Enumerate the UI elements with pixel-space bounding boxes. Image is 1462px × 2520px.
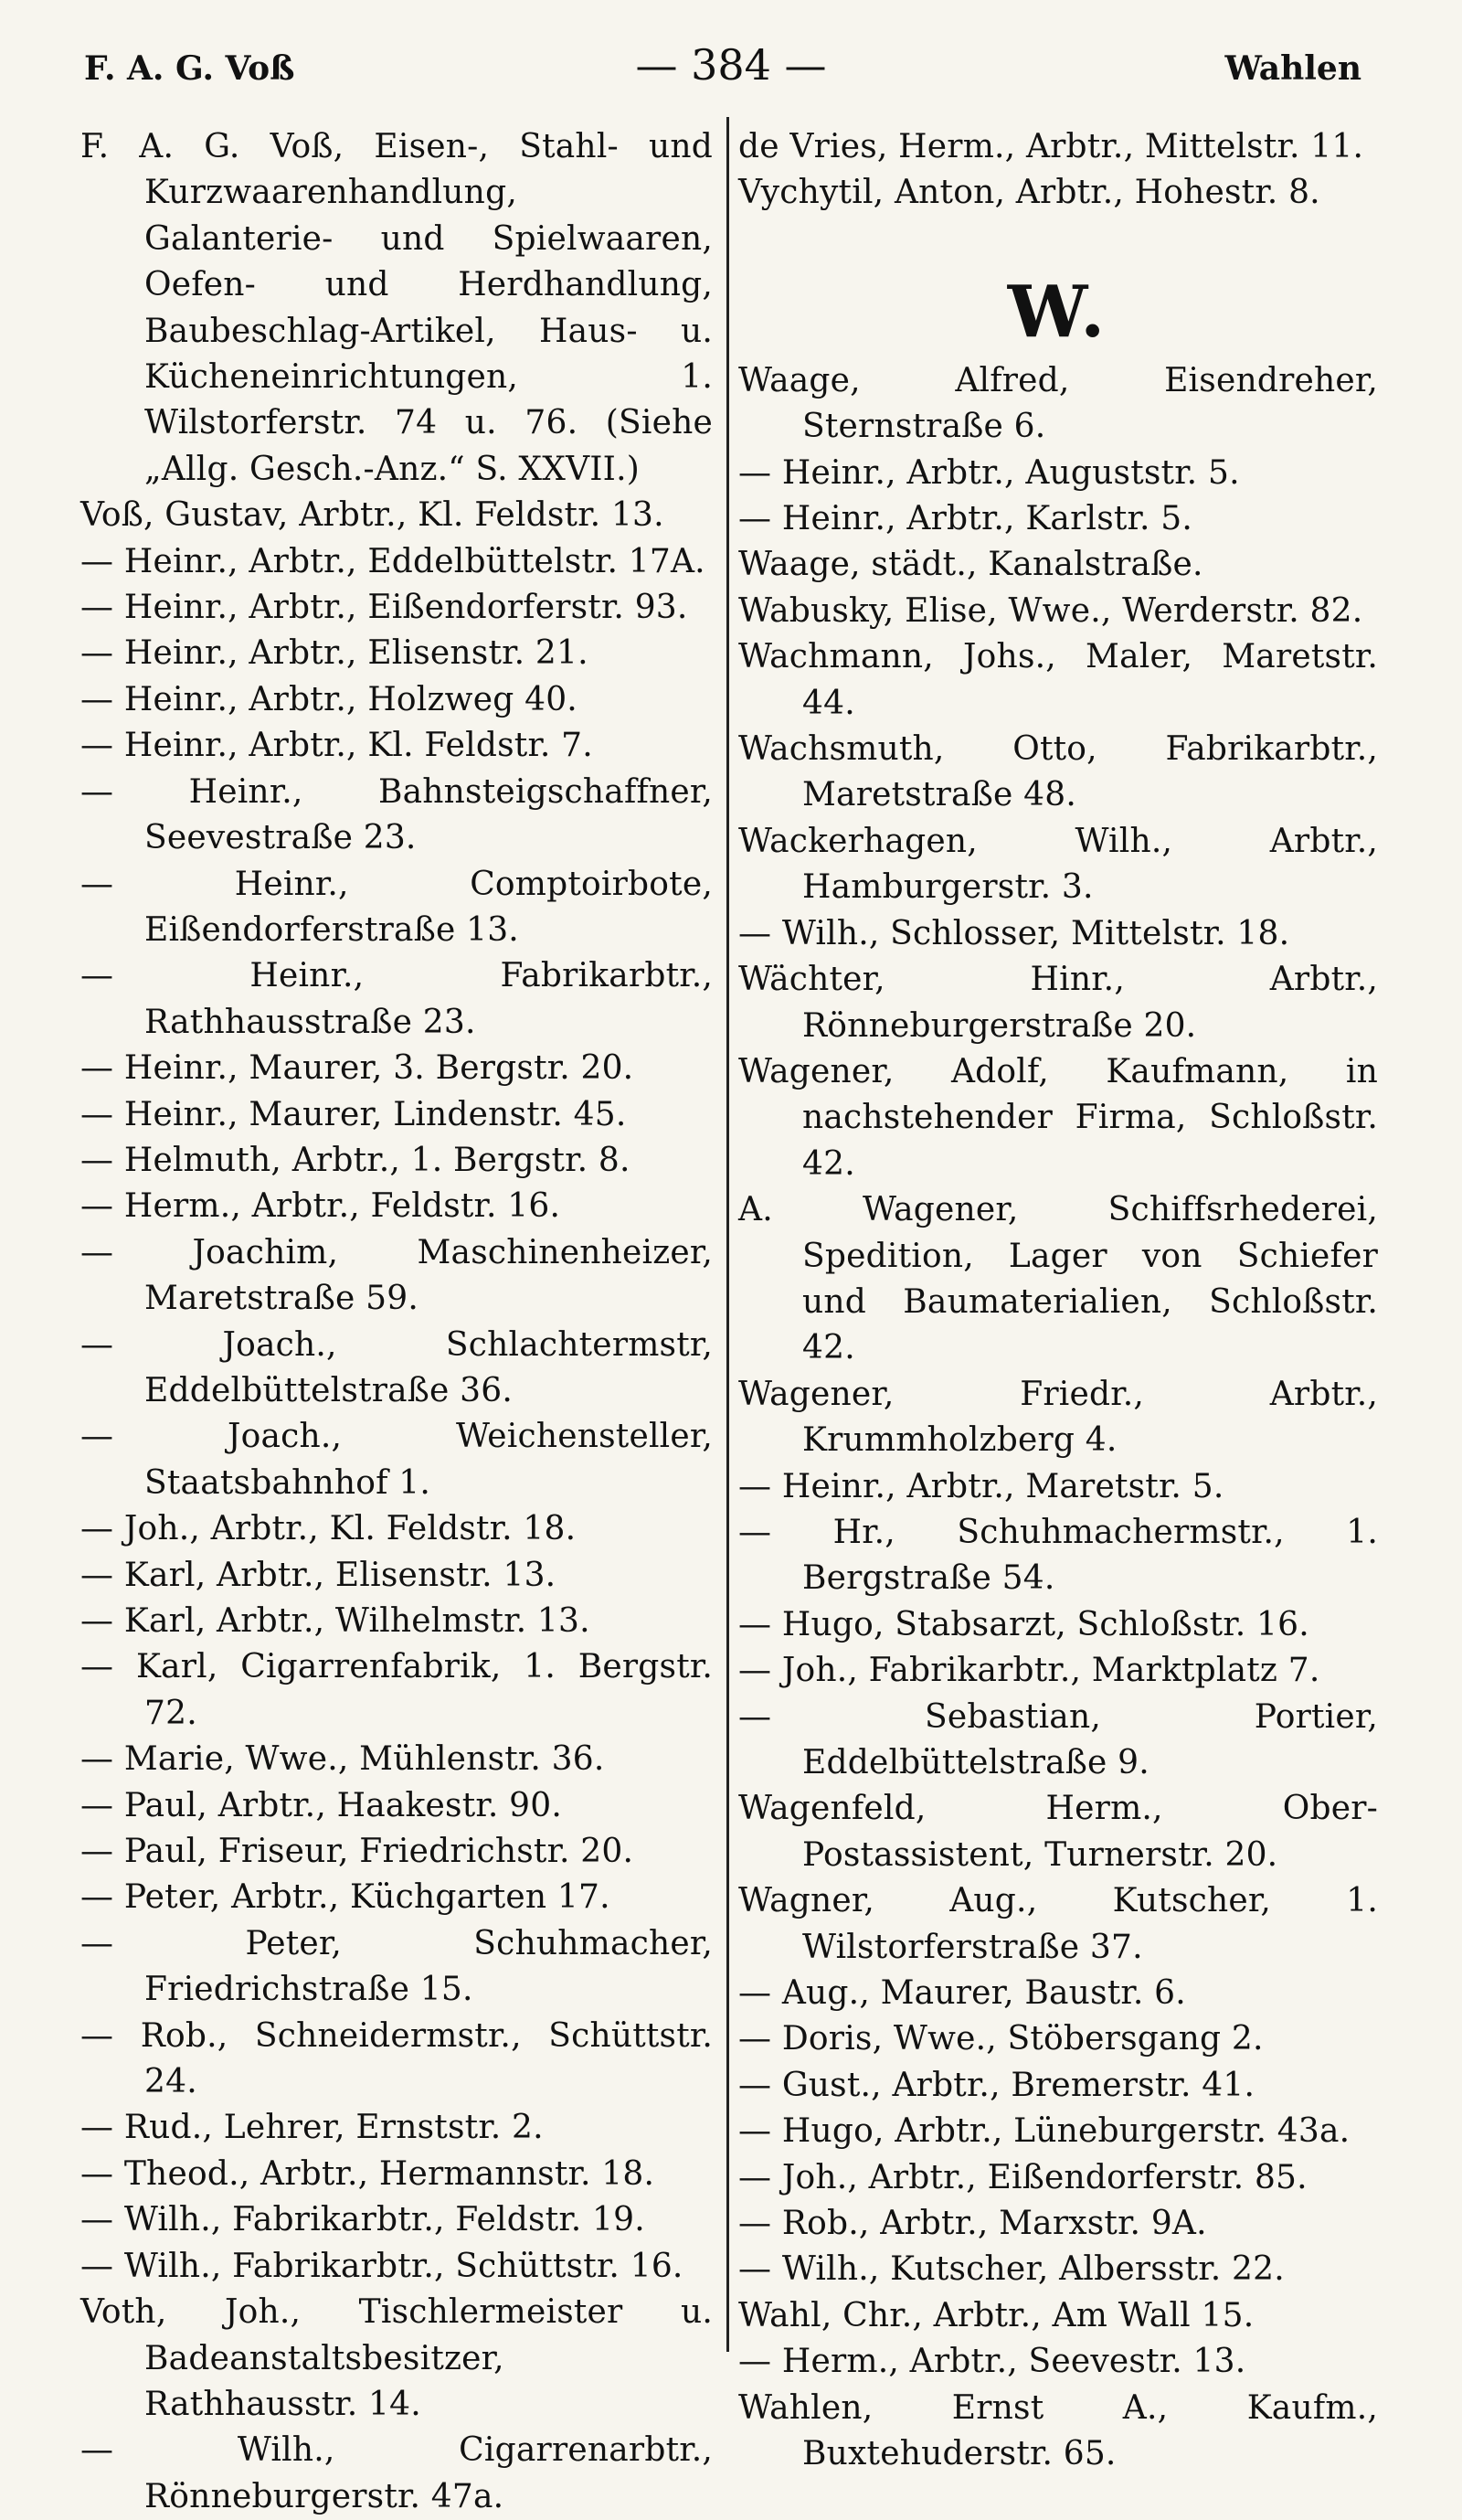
directory-entry: Wachmann, Johs., Maler, Maretstr. 44. <box>738 638 1378 722</box>
directory-entry: — Wilh., Kutscher, Albersstr. 22. <box>738 2250 1285 2289</box>
directory-entry: — Heinr., Arbtr., Holzweg 40. <box>80 680 577 718</box>
directory-entry: Wachsmuth, Otto, Fabrikarbtr., Maretstraße 48. <box>738 730 1378 814</box>
directory-entry: — Heinr., Arbtr., Auguststr. 5. <box>738 453 1240 492</box>
directory-entry: — Wilh., Fabrikarbtr., Feldstr. 19. <box>80 2201 645 2239</box>
directory-entry: — Paul, Arbtr., Haakestr. 90. <box>80 1786 562 1824</box>
directory-entry: Wahl, Chr., Arbtr., Am Wall 15. <box>738 2296 1255 2334</box>
directory-entry: — Marie, Wwe., Mühlenstr. 36. <box>80 1740 605 1779</box>
directory-entry: — Heinr., Arbtr., Kl. Feldstr. 7. <box>80 727 593 765</box>
directory-entry: Wackerhagen, Wilh., Arbtr., Hamburgerstr. 3. <box>738 822 1378 907</box>
directory-entry: — Rob., Arbtr., Marxstr. 9A. <box>738 2205 1207 2243</box>
directory-entry: F. A. G. Voß, Eisen-, Stahl- und Kurzwaarenhandlung, Galanterie- und Spielwaaren, Oefen- und Herdhandlung, Baubeschlag-Artikel, Haus- u. Kücheneinrichtungen, 1. Wilstorferstr. 74 u. 76. (Siehe „Allg. Gesch.-Anz.“ S. XXVII.) <box>80 128 713 488</box>
directory-entry: — Herm., Arbtr., Seevestr. 13. <box>738 2343 1246 2381</box>
directory-entry: — Joach., Weichensteller, Staatsbahnhof 1. <box>80 1418 713 1502</box>
directory-entry: — Hugo, Stabsarzt, Schloßstr. 16. <box>738 1605 1309 1643</box>
directory-entry: Wächter, Hinr., Arbtr., Rönneburgerstraße 20. <box>738 961 1378 1045</box>
directory-entry: de Vries, Herm., Arbtr., Mittelstr. 11. <box>738 128 1364 165</box>
directory-entry: — Heinr., Arbtr., Maretstr. 5. <box>738 1467 1224 1505</box>
section-letter-heading: W. <box>1007 270 1109 354</box>
directory-entry: — Joh., Arbtr., Eißendorferstr. 85. <box>738 2158 1308 2196</box>
directory-entry: Wabusky, Elise, Wwe., Werderstr. 82. <box>738 591 1363 630</box>
directory-entry: — Aug., Maurer, Baustr. 6. <box>738 1974 1186 2013</box>
directory-entry: — Herm., Arbtr., Feldstr. 16. <box>80 1187 561 1226</box>
directory-entry: — Gust., Arbtr., Bremerstr. 41. <box>738 2066 1255 2104</box>
directory-entry: — Theod., Arbtr., Hermannstr. 18. <box>80 2154 655 2193</box>
directory-entry: Voß, Gustav, Arbtr., Kl. Feldstr. 13. <box>80 496 664 535</box>
directory-entry: — Heinr., Arbtr., Elisenstr. 21. <box>80 634 588 673</box>
left-column <box>80 124 713 2520</box>
directory-entry: — Wilh., Fabrikarbtr., Schüttstr. 16. <box>80 2247 683 2285</box>
directory-entry: — Heinr., Arbtr., Eißendorferstr. 93. <box>80 589 688 627</box>
header-right-catchword: Wahlen <box>1224 49 1361 88</box>
directory-entry: — Doris, Wwe., Stöbersgang 2. <box>738 2020 1264 2058</box>
directory-entry: — Joach., Schlachtermstr, Eddelbüttelstraße 36. <box>80 1325 713 1409</box>
directory-entry: — Peter, Arbtr., Küchgarten 17. <box>80 1878 610 1917</box>
directory-entry: — Heinr., Arbtr., Karlstr. 5. <box>738 500 1193 538</box>
directory-entry: — Sebastian, Portier, Eddelbüttelstraße 9. <box>738 1697 1378 1781</box>
directory-entry: — Hugo, Arbtr., Lüneburgerstr. 43a. <box>738 2112 1351 2151</box>
directory-entry: — Helmuth, Arbtr., 1. Bergstr. 8. <box>80 1141 630 1179</box>
directory-entry: — Rud., Lehrer, Ernststr. 2. <box>80 2109 544 2147</box>
right-column <box>738 124 1378 2478</box>
directory-entry: — Joachim, Maschinenheizer, Maretstraße 59. <box>80 1233 713 1318</box>
directory-entry: Wagner, Aug., Kutscher, 1. Wilstorferstraße 37. <box>738 1882 1378 1966</box>
directory-entry: — Heinr., Bahnsteigschaffner, Seevestraße 23. <box>80 772 713 857</box>
directory-entry: — Karl, Arbtr., Wilhelmstr. 13. <box>80 1602 590 1640</box>
directory-entry: — Heinr., Maurer, 3. Bergstr. 20. <box>80 1049 634 1088</box>
directory-entry: Wagener, Adolf, Kaufmann, in nachstehender Firma, Schloßstr. 42. <box>738 1052 1378 1183</box>
directory-entry: Wahlen, Ernst A., Kaufm., Buxtehuderstr. 65. <box>738 2388 1378 2473</box>
directory-entry: — Rob., Schneidermstr., Schüttstr. 24. <box>80 2016 713 2101</box>
directory-entry: Waage, städt., Kanalstraße. <box>738 546 1203 584</box>
directory-entry: Wagener, Friedr., Arbtr., Krummholzberg 4. <box>738 1375 1378 1460</box>
section-spacer <box>738 217 1378 267</box>
directory-entry: Vychytil, Anton, Arbtr., Hohestr. 8. <box>738 174 1320 212</box>
directory-entry: — Heinr., Maurer, Lindenstr. 45. <box>80 1095 627 1133</box>
directory-entry: — Heinr., Comptoirbote, Eißendorferstraße 13. <box>80 865 713 949</box>
directory-entry: Waage, Alfred, Eisendreher, Sternstraße 6. <box>738 361 1378 446</box>
directory-entry: — Paul, Friseur, Friedrichstr. 20. <box>80 1833 634 1871</box>
directory-entry: Wagenfeld, Herm., Ober-Postassistent, Turnerstr. 20. <box>738 1790 1378 1874</box>
directory-entry: — Karl, Arbtr., Elisenstr. 13. <box>80 1556 556 1594</box>
header-left-catchword: F. A. G. Voß <box>84 49 295 88</box>
directory-entry: — Heinr., Arbtr., Eddelbüttelstr. 17A. <box>80 542 705 580</box>
directory-entry: — Wilh., Cigarrenarbtr., Rönneburgerstr. 47a. <box>80 2431 713 2515</box>
directory-entry: — Joh., Arbtr., Kl. Feldstr. 18. <box>80 1510 577 1548</box>
directory-entry: A. Wagener, Schiffsrhederei, Spedition, Lager von Schiefer und Baumaterialien, Schloßstr. 42. <box>738 1191 1378 1367</box>
directory-entry: — Karl, Cigarrenfabrik, 1. Bergstr. 72. <box>80 1648 713 1732</box>
directory-entry: — Heinr., Fabrikarbtr., Rathhausstraße 23. <box>80 957 713 1041</box>
page-number: — 384 — <box>635 40 827 90</box>
directory-entry: — Joh., Fabrikarbtr., Marktplatz 7. <box>738 1652 1320 1690</box>
directory-entry: — Peter, Schuhmacher, Friedrichstraße 15. <box>80 1924 713 2009</box>
directory-entry: — Wilh., Schlosser, Mittelstr. 18. <box>738 914 1290 952</box>
column-divider <box>726 117 729 2352</box>
directory-entry: Voth, Joh., Tischlermeister u. Badeanstaltsbesitzer, Rathhausstr. 14. <box>80 2293 713 2423</box>
page-header <box>0 37 1462 101</box>
directory-entry: — Hr., Schuhmachermstr., 1. Bergstraße 54. <box>738 1513 1378 1598</box>
